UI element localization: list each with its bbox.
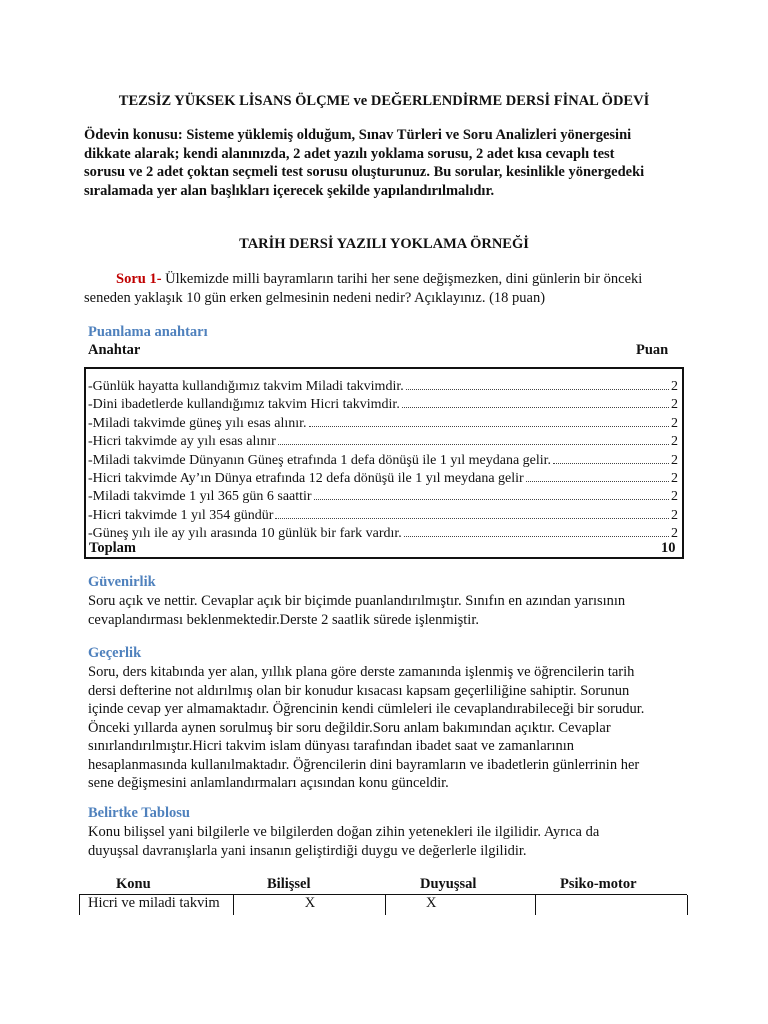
scoring-item-text: -Güneş yılı ile ay yılı arasında 10 günlük bir fark vardır. <box>88 526 402 542</box>
total-label: Toplam <box>89 540 137 556</box>
scoring-item-points: 2 <box>671 397 678 413</box>
scoring-item-points: 2 <box>671 434 678 450</box>
section-title: TARİH DERSİ YAZILI YOKLAMA ÖRNEĞİ <box>239 236 529 252</box>
scoring-key-item <box>88 415 678 433</box>
scoring-key-item <box>88 525 678 543</box>
spec-cell-topic: Hicri ve miladi takvim <box>79 895 233 915</box>
scoring-key-item <box>88 507 678 525</box>
question-label: Soru 1- <box>116 271 162 287</box>
scoring-item-points: 2 <box>671 379 678 394</box>
dot-leader <box>553 452 669 464</box>
validity-heading: Geçerlik <box>88 645 142 661</box>
spec-table-text: Konu bilişsel yani bilgilerle ve bilgilerden doğan zihin yetenekleri ile ilgilidir. Ayrıca da duyuşsal davranışlarla yani insanın geliştirdiği duygu ve değerlerle ilgilidir. <box>88 824 600 859</box>
scoring-key-item <box>88 378 678 396</box>
scoring-key-item <box>88 452 678 470</box>
reliability-heading: Güvenirlik <box>88 574 156 590</box>
dot-leader <box>404 525 669 537</box>
spec-header-cognitive: Bilişsel <box>267 876 311 892</box>
topic-line-3: sorusu ve 2 adet çoktan seçmeli test sorusu oluşturunuz. Bu sorular, kesinlikle yönergedeki <box>84 164 645 180</box>
spec-cell-affective: X <box>385 895 535 915</box>
reliability-text: Soru açık ve nettir. Cevaplar açık bir biçimde puanlandırılmıştır. Sınıfın en azından yarısının cevaplandırması beklenmektedir.Derste 2 saatlik sürede işlenmiştir. <box>88 593 626 628</box>
document-title: TEZSİZ YÜKSEK LİSANS ÖLÇME ve DEĞERLENDİRME DERSİ FİNAL ÖDEVİ <box>118 93 650 109</box>
topic-label: Ödevin konusu: <box>84 127 183 143</box>
scoring-item-points: 2 <box>671 507 678 523</box>
topic-line-4: sıralamada yer alan başlıkları içerecek şekilde yapılandırılmalıdır. <box>84 182 495 199</box>
scoring-item-points: 2 <box>671 452 678 468</box>
spec-table-row <box>79 894 687 915</box>
dot-leader <box>402 396 669 408</box>
topic-line-2: dikkate alarak; kendi alanınızda, 2 adet yazılı yoklama sorusu, 2 adet kısa cevaplı test <box>84 145 615 162</box>
scoring-item-points: 2 <box>671 415 678 431</box>
scoring-item-text: -Miladi takvimde Dünyanın Güneş etrafında 1 defa dönüşü ile 1 yıl meydana gelir. <box>88 452 552 468</box>
scoring-item-points: 2 <box>671 471 678 486</box>
dot-leader <box>406 378 669 390</box>
scoring-item-text: -Hicri takvimde Ay’ın Dünya etrafında 12 defa dönüşü ile 1 yıl meydana gelir <box>88 471 524 486</box>
spec-header-affective: Duyuşsal <box>420 876 477 892</box>
scoring-item-text: -Miladi takvimde 1 yıl 365 gün 6 saattir <box>88 489 312 505</box>
total-value: 10 <box>661 540 676 556</box>
scoring-key-item <box>88 396 678 414</box>
column-key-header: Anahtar <box>88 342 141 358</box>
scoring-item-text: -Miladi takvimde güneş yılı esas alınır. <box>88 415 307 431</box>
spec-header-psychomotor: Psiko-motor <box>560 876 637 892</box>
assignment-topic <box>84 126 704 200</box>
dot-leader <box>526 470 669 482</box>
topic-line-1: Ödevin konusu: Sisteme yüklemiş olduğum, Sınav Türleri ve Soru Analizleri yönergesini <box>84 127 632 143</box>
spec-cell-psychomotor <box>535 895 688 915</box>
scoring-key-heading: Puanlama anahtarı <box>88 324 208 340</box>
scoring-item-text: -Hicri takvimde 1 yıl 354 gündür <box>88 507 274 523</box>
column-points-header: Puan <box>636 342 669 358</box>
dot-leader <box>275 507 669 519</box>
spec-header-topic: Konu <box>116 876 151 892</box>
dot-leader <box>278 433 669 445</box>
question-text-line-1: Ülkemizde milli bayramların tarihi her sene değişmezken, dini günlerin bir önceki <box>161 271 643 287</box>
scoring-item-points: 2 <box>671 489 678 505</box>
validity-text: Soru, ders kitabında yer alan, yıllık plana göre derste zamanında işlenmiş ve öğrencilerin tarih dersi defterine not aldırılmış olan bir konudur kısacası kapsam geçerliliğine sahiptir. Sorunun içinde cevap yer almamaktadır. Öğrencinin kendi cümleleri ile cevaplandırabileceği bir sorudur. Önceki yıllarda aynen sorulmuş bir soru değildir.Soru anlam bakımından açıktır. Cevaplar sınırlandırılmıştır.Hicri takvim islam dünyası tarafından ibadet saat ve zamanlarının hesaplanmasında kullanılmaktadır. Öğrencilerin dini bayramların ve ibadetlerin günlerrinin her sene değişmesini anlamlandırmaları açısından konu günceldir. <box>88 664 645 791</box>
scoring-key-item <box>88 470 678 488</box>
dot-leader <box>314 488 669 500</box>
question-1 <box>84 270 704 307</box>
scoring-key-item <box>88 433 678 451</box>
scoring-key-item <box>88 488 678 506</box>
scoring-item-points: 2 <box>671 526 678 542</box>
dot-leader <box>309 415 669 427</box>
scoring-item-text: -Günlük hayatta kullandığımız takvim Miladi takvimdir. <box>88 379 404 394</box>
spec-table-heading: Belirtke Tablosu <box>88 805 190 821</box>
scoring-item-text: -Hicri takvimde ay yılı esas alınır <box>88 434 276 450</box>
scoring-item-text: -Dini ibadetlerde kullandığımız takvim Hicri takvimdir. <box>88 397 400 413</box>
spec-cell-cognitive: X <box>233 895 386 915</box>
question-text-line-2: seneden yaklaşık 10 gün erken gelmesinin nedeni nedir? Açıklayınız. (18 puan) <box>84 289 546 306</box>
